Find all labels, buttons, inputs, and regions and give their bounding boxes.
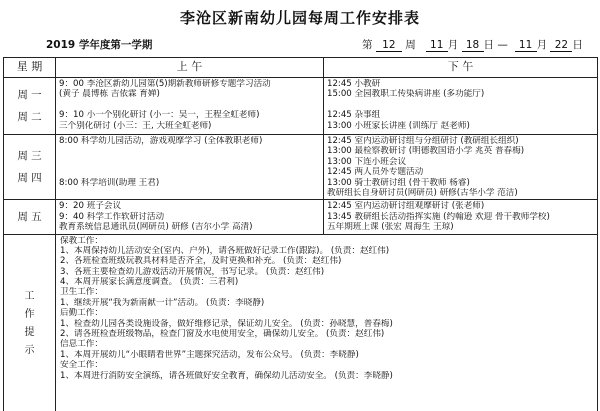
- schedule-line: 12:45 两人员外专题活动: [327, 167, 424, 178]
- work-line: 后勤工作：: [60, 308, 103, 319]
- table-row: [4, 78, 598, 135]
- work-line: 3、各班主要检查幼儿游戏活动开展情况，书写记录。 (负责：赵红伟): [60, 266, 325, 277]
- schedule-line: 12:45 室内运动研讨组观摩研讨 (张老师): [327, 201, 485, 212]
- schedule-line: 三个别化研讨 (小三：王, 大班全虹老师): [59, 120, 212, 131]
- from-month: 11: [426, 39, 448, 52]
- page-title: 李沧区新南幼儿园每周工作安排表: [179, 9, 420, 27]
- weekday-label: 周 三: [17, 150, 42, 163]
- schedule-line: 13:00 小班家长讲座 (训练厅 赵老师): [327, 120, 470, 131]
- schedule-line: (黄子 晨博栋 吉依霖 育婵): [59, 89, 160, 100]
- schedule-line: 9：00 李沧区新幼儿园第(5)期新教师研修专题学习活动: [59, 79, 271, 89]
- weekday-cell: [4, 78, 56, 135]
- schedule-line: 教育系统信息通讯员(网研员) 研修 (吉尔小学 高清): [59, 222, 253, 233]
- work-line: 2、各班检查班级玩教具材料是否齐全，及时更换和补充。 (负责：赵红伟): [60, 256, 342, 267]
- schedule-table: [3, 57, 598, 411]
- to-day: 22: [550, 39, 572, 52]
- work-line: 4、本周开展家长满意度调查。 (负责：三君利): [60, 277, 239, 288]
- schedule-line: 12:45 杂事组: [327, 110, 381, 121]
- weekday-label: 周 一: [17, 89, 42, 101]
- schedule-line: 12:45 室内运动研讨组与分组研讨 (教研组长组织): [327, 136, 519, 146]
- from-day: 18: [462, 39, 484, 52]
- week-prefix: 第: [362, 39, 373, 51]
- work-tips-cell: [56, 234, 598, 411]
- work-line: 安全工作：: [60, 360, 103, 371]
- term-label: 2019 学年度第一学期: [46, 39, 153, 51]
- weekday-cell: [4, 200, 56, 234]
- table-row: [4, 234, 598, 411]
- schedule-line: [59, 100, 320, 110]
- table-row: [4, 200, 598, 234]
- schedule-line: 13:00 最检察教研讨 (明德教国语小学 兆英 普春梅): [327, 146, 525, 157]
- schedule-line: 教研组长自身研讨员(网研员) 研修(古华小学 范洁): [327, 187, 518, 198]
- weekday-cell: [4, 135, 56, 200]
- work-line: 1、本周开展幼儿“小眼睛看世界”主题探究活动，发布公众号。 (负责：李晓静): [60, 349, 359, 360]
- week-range: 第 12 周 11 月 18 日 — 11 月 22 日: [362, 39, 583, 51]
- afternoon-cell: [324, 135, 598, 200]
- table-header-row: [4, 58, 598, 78]
- to-month: 11: [515, 39, 537, 52]
- work-line: 信息工作：: [60, 339, 103, 350]
- schedule-line: 8:00 科学幼儿园活动，游戏观摩学习 (全体教职老师): [59, 136, 263, 146]
- schedule-line: 13:00 下连小班会议: [327, 156, 407, 167]
- weekday-label: 周 二: [17, 111, 42, 123]
- schedule-line: 五年期班上课 (张宏 周海生 王琼): [327, 222, 454, 233]
- schedule-line: 9：10 小一个别化研讨 (小一：吴一，王程全虹老师): [59, 110, 260, 121]
- schedule-line: [327, 100, 594, 110]
- schedule-line: 12:45 小教研: [327, 79, 381, 89]
- work-line: 1、本周进行消防安全演练，请各班做好安全教育，确保幼儿活动安全。 (负责：李晓静): [60, 370, 393, 381]
- schedule-line: [59, 167, 320, 177]
- weekday-label: 周 四: [17, 172, 42, 185]
- afternoon-cell: [324, 78, 598, 135]
- header-afternoon: 下 午: [324, 58, 598, 78]
- work-tips-text: 工作提示: [24, 291, 35, 357]
- work-tips-label: [4, 234, 56, 411]
- schedule-line: [59, 157, 320, 167]
- afternoon-cell: [324, 200, 598, 234]
- schedule-line: 9：20 班子会议: [59, 201, 122, 212]
- work-line: 2、请各班检查班级物品，检查门窗及水电使用安全，确保幼儿安全。 (负责：赵红伟): [60, 329, 385, 340]
- work-line: 1、本周保持幼儿活动安全(室内、户外)，请各班做好记录工作(跟踪)。 (负责：赵红伟): [60, 245, 390, 256]
- weekday-label: 周 五: [17, 210, 42, 223]
- week-number: 12: [376, 39, 402, 52]
- header-weekday: 星 期: [4, 58, 56, 78]
- work-line: 1、检查幼儿园各类设施设备，做好维修记录，保证幼儿安全。 (负责：孙晓慧，普春梅): [60, 318, 393, 329]
- date-dash: —: [497, 39, 508, 51]
- work-line: 1、继续开展“我为新南献一计”活动。 (负责：李晓静): [60, 297, 265, 308]
- schedule-line: 13:00 骑士教研讨组 (骨干教师 杨睿): [327, 177, 470, 188]
- schedule-line: [59, 146, 320, 156]
- header-morning: 上 午: [56, 58, 324, 78]
- schedule-line: 13:45 教研组长活动指挥实施 (约翰逊 欢迎 骨干教师学校): [327, 211, 550, 222]
- schedule-line: 15:00 全园教职工传染病讲座 (多功能厅): [327, 89, 485, 100]
- schedule-line: 9：40 科学工作软研讨活动: [59, 211, 165, 222]
- work-line: 卫生工作：: [60, 287, 103, 298]
- week-suffix: 周: [405, 39, 416, 51]
- schedule-line: 8:00 科学培训(助理 王君): [59, 177, 160, 188]
- work-line: 保教工作：: [60, 235, 103, 246]
- table-row: [4, 135, 598, 200]
- morning-cell: [56, 135, 324, 200]
- morning-cell: [56, 78, 324, 135]
- morning-cell: [56, 200, 324, 234]
